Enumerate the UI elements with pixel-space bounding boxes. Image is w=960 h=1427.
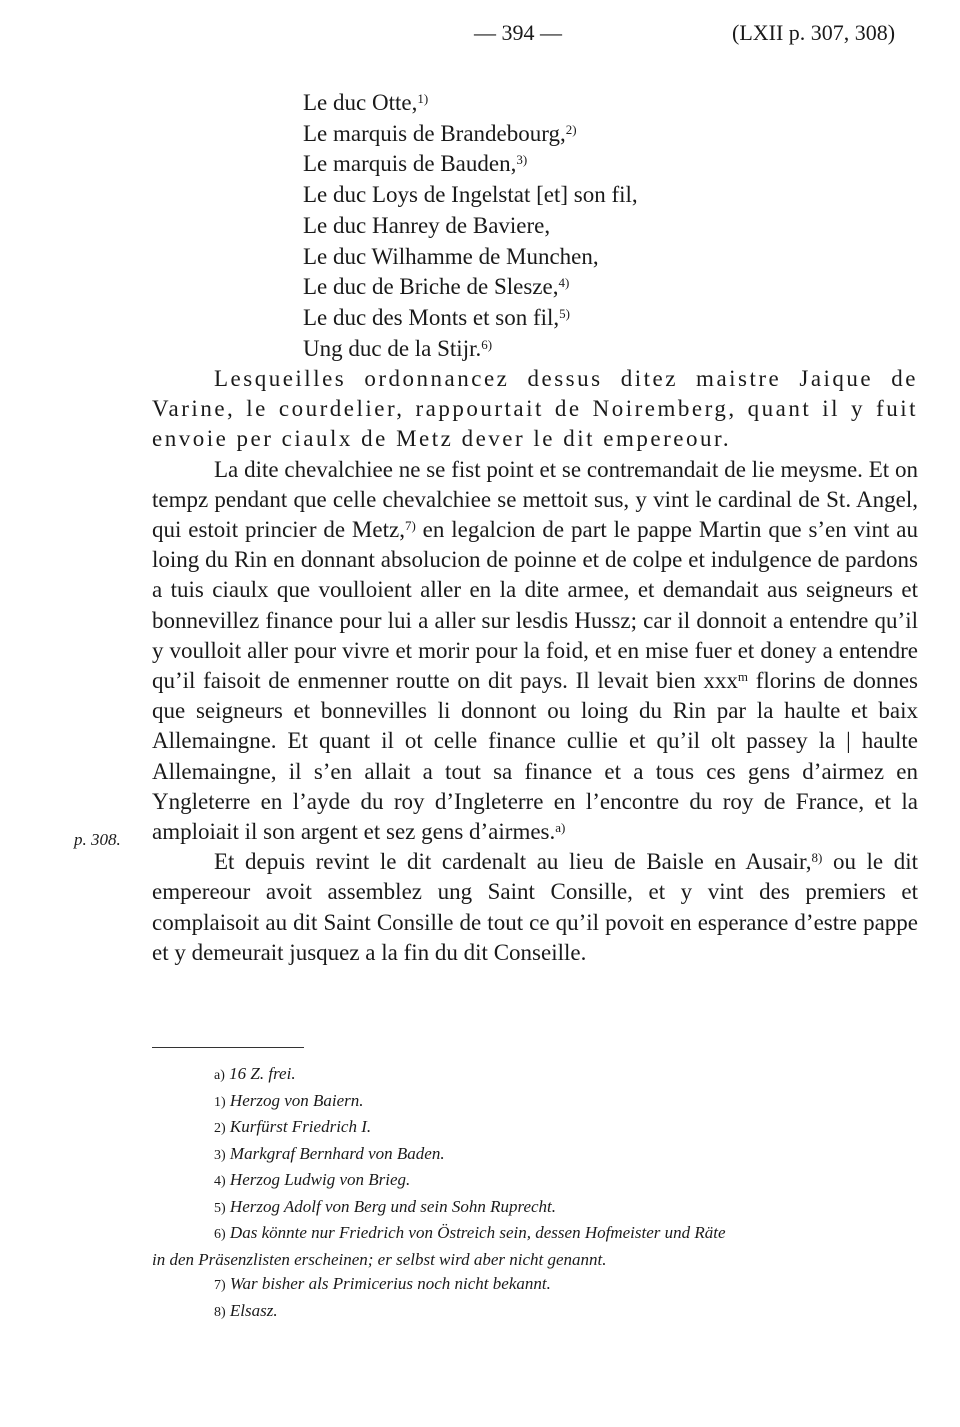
list-item: Le duc de Briche de Slesze,$^{4)}$ — [303, 274, 570, 300]
footnote-a: a) 16 Z. frei. — [214, 1064, 296, 1083]
footnote-ref: 2) — [565, 121, 577, 137]
page-reference: (LXII p. 307, 308) — [732, 20, 896, 45]
paragraph-2: La dite chevalchiee ne se fist point et se contremandait de lie meysme. Et on tempz pendant que celle chevalchiee se mettoit sus, y vint le cardinal de St. Angel, qui estoit princier de Metz,$^{7)}$ en legalcion de part le pappe Martin que s’en vint au loing du Rin en donnant absolucion de poinne et de colpe et indulgence de pardons a tuis ciaulx que voulloient aller en la dite armee, et demandait aus seigneurs et bonnevillez finance pour lui a aller sur lesdis Hussz; car il donnoit a entendre qu’il y voulloit aller pour vivre et morir pour la foid, et en mise fuer et doney a entendre qu’il faisoit de enmenner routte on dit pays. Il levait bien xxx$^m$ florins de donnes que seigneurs et bonnevilles li donnont ou loing du Rin par la haulte et baix Allemaingne. Et quant il ot celle finance cullie et qu’il olt passey la | haulte Allemaingne, il s’en allait a tout sa finance et a tous ces gens d’airmez en Yngleterre en l’ayde du roy d’Ingleterre en l’encontre du roy de France, et la amploiait il son argent et sez gens d’airmes.$^{a)}$ — [152, 456, 918, 845]
list-item: Le marquis de Brandebourg,$^{2)}$ — [303, 120, 577, 146]
footnote-ref: 6) — [481, 336, 493, 352]
page-number: — 394 — — [474, 20, 562, 45]
footnote-4: 4) Herzog Ludwig von Brieg. — [214, 1170, 411, 1189]
paragraph-1: Lesqueilles ordonnancez dessus ditez maistre Jaique de Varine, le courdelier, rappourtait de Noiremberg, quant il y fuit envoie per ciaulx de Metz dever le dit empereour. — [152, 366, 918, 452]
margin-page-marker: p. 308. — [74, 830, 121, 849]
page-header — [0, 20, 960, 54]
footnote-ref: a) — [555, 820, 566, 836]
list-item: Le marquis de Bauden,$^{3)}$ — [303, 151, 528, 177]
list-item: Ung duc de la Stijr.$^{6)}$ — [303, 335, 493, 361]
list-item: Le duc Wilhamme de Munchen, — [303, 243, 599, 269]
footnote-8: 8) Elsasz. — [214, 1300, 278, 1320]
list-item: Le duc des Monts et son fil,$^{5)}$ — [303, 304, 570, 330]
list-item: Le duc Hanrey de Baviere, — [303, 212, 551, 238]
footnote-3: 3) Markgraf Bernhard von Baden. — [214, 1143, 445, 1163]
footnote-divider — [152, 1047, 304, 1048]
footnote-1: 1) Herzog von Baiern. — [214, 1090, 364, 1110]
footnote-7: 7) War bisher als Primicerius noch nicht bekannt. — [214, 1274, 551, 1293]
footnote-ref: 5) — [559, 305, 570, 321]
footnote-2: 2) Kurfürst Friedrich I. — [214, 1117, 372, 1136]
superscript-m: m — [737, 669, 749, 685]
footnote-ref: 4) — [558, 275, 570, 291]
footnote-6-continuation: in den Präsenzlisten erscheinen; er selbst wird aber nicht genannt. — [152, 1249, 607, 1269]
footnote-6: 6) Das könnte nur Friedrich von Östreich sein, dessen Hofmeister und Räte — [214, 1223, 726, 1242]
names-list — [303, 88, 638, 364]
footnote-ref: 7) — [404, 518, 416, 534]
list-item: Le duc Otte,$^{1)}$ — [303, 90, 429, 115]
footnote-ref: 3) — [516, 152, 528, 168]
footnote-5: 5) Herzog Adolf von Berg und sein Sohn Ruprecht. — [214, 1196, 557, 1216]
footnote-ref: 8) — [811, 850, 823, 866]
paragraph-3: Et depuis revint le dit cardenalt au lieu de Baisle en Ausair,$^{8)}$ ou le dit empereour avoit assemblez ung Saint Consille, et y vint des premiers et complaisoit au dit Saint Consille de tout ce qu’il povoit en esperance d’estre pappe et y demeurait jusquez a la fin du dit Conseille. — [152, 849, 918, 965]
list-item: Le duc Loys de Ingelstat [et] son fil, — [303, 182, 638, 208]
footnotes — [152, 1062, 922, 1325]
footnote-ref: 1) — [417, 91, 429, 106]
main-text — [152, 364, 918, 968]
